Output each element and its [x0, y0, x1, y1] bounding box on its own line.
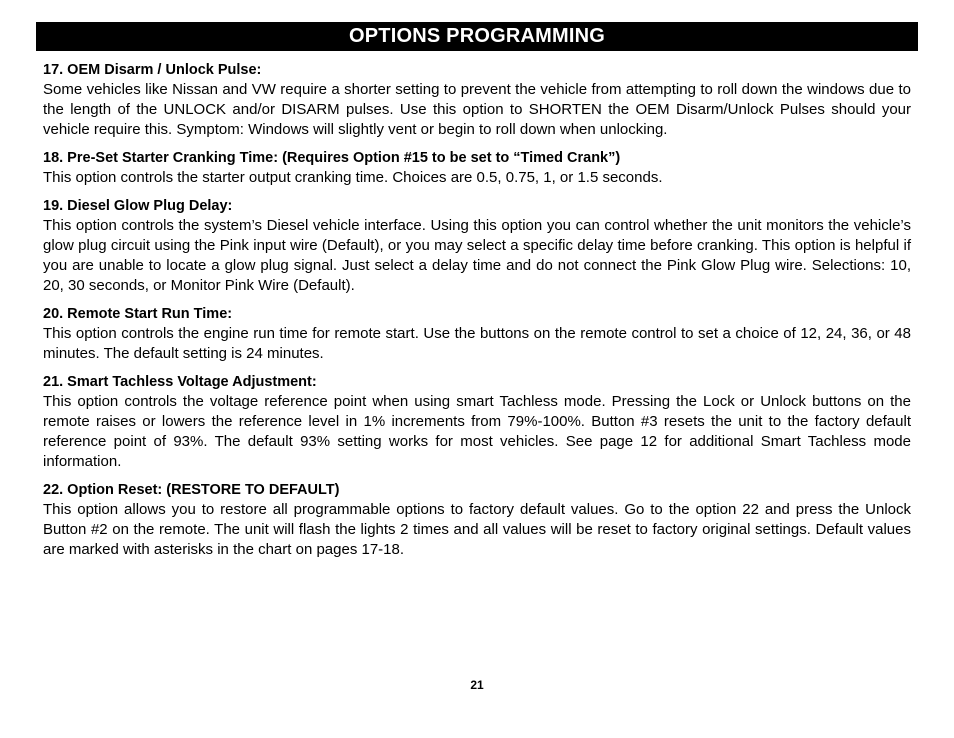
option-17-section	[43, 61, 911, 140]
option-19-section	[43, 197, 911, 296]
option-20-section	[43, 305, 911, 364]
section-title: 22. Option Reset: (RESTORE TO DEFAULT)	[43, 482, 340, 498]
section-title: 19. Diesel Glow Plug Delay:	[43, 198, 233, 214]
section-body: This option controls the engine run time for remote start. Use the buttons on the remote control to set a choice of 12, 24, 36, or 48 minutes. The default setting is 24 minutes.	[43, 325, 911, 362]
page-number: 21	[470, 678, 484, 692]
section-body: Some vehicles like Nissan and VW require a shorter setting to prevent the vehicle from attempting to roll down the windows due to the length of the UNLOCK and/or DISARM pulses. Use this option to SHORTEN the OEM Disarm/Unlock Pulses should your vehicle require this. Symptom: Windows will slightly vent or begin to roll down when unlocking.	[43, 81, 911, 138]
option-18-section	[43, 149, 911, 188]
page-title: OPTIONS PROGRAMMING	[36, 22, 918, 51]
section-title: 21. Smart Tachless Voltage Adjustment:	[43, 374, 317, 390]
document-body	[43, 61, 911, 569]
section-body: This option controls the system’s Diesel vehicle interface. Using this option you can control whether the unit monitors the vehicle’s glow plug circuit using the Pink input wire (Default), or you may select a specific delay time before cranking. This option is helpful if you are unable to locate a glow plug signal. Just select a delay time and do not connect the Pink Glow Plug wire. Selections: 10, 20, 30 seconds, or Monitor Pink Wire (Default).	[43, 217, 911, 294]
section-title: 17. OEM Disarm / Unlock Pulse:	[43, 62, 262, 78]
section-body: This option controls the starter output cranking time. Choices are 0.5, 0.75, 1, or 1.5 seconds.	[43, 169, 663, 186]
section-title: 18. Pre-Set Starter Cranking Time: (Requires Option #15 to be set to “Timed Crank”)	[43, 150, 621, 166]
option-22-section	[43, 481, 911, 560]
section-title: 20. Remote Start Run Time:	[43, 306, 233, 322]
section-body: This option controls the voltage reference point when using smart Tachless mode. Pressing the Lock or Unlock buttons on the remote raises or lowers the reference level in 1% increments from 79%-100%. Button #3 resets the unit to the factory default reference point of 93%. The default 93% setting works for most vehicles. See page 12 for additional Smart Tachless mode information.	[43, 393, 911, 470]
option-21-section	[43, 373, 911, 472]
section-body: This option allows you to restore all programmable options to factory default values. Go to the option 22 and press the Unlock Button #2 on the remote. The unit will flash the lights 2 times and all values will be reset to factory original settings. Default values are marked with asterisks in the chart on pages 17-18.	[43, 501, 911, 558]
